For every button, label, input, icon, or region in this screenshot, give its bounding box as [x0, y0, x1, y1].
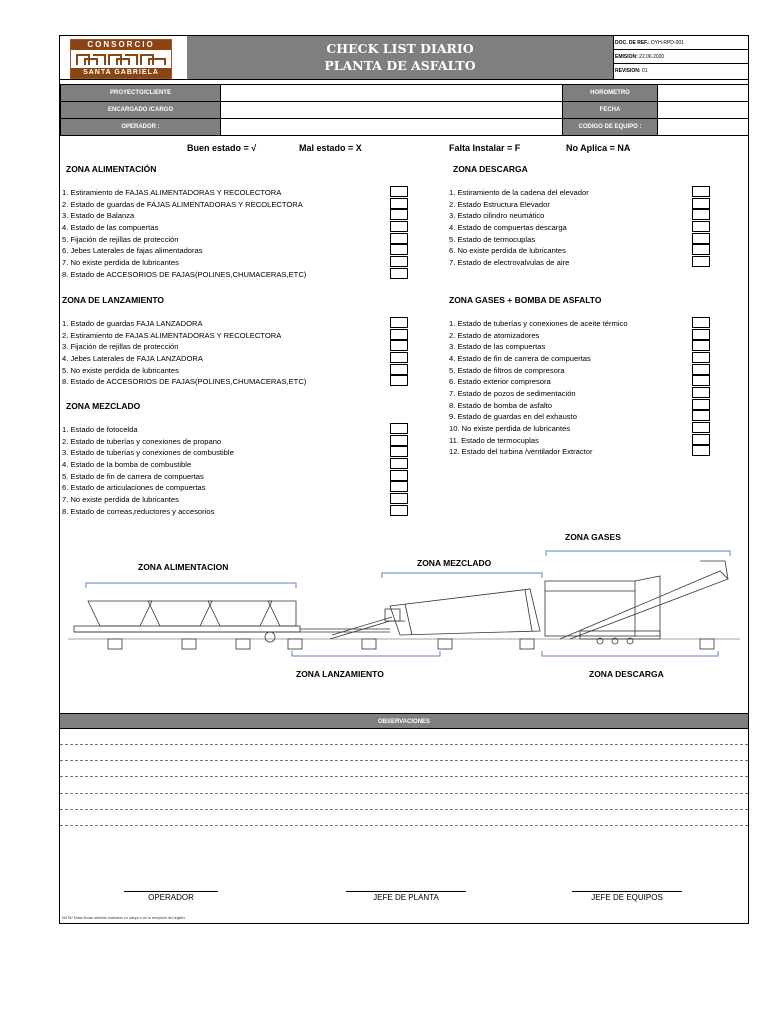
checklist-item-gases: 6. Estado exterior compresora [449, 377, 551, 387]
checklist-item-descarga: 2. Estado Estructura Elevador [449, 199, 550, 209]
check-box-mezclado[interactable] [390, 470, 408, 481]
title-line-2: PLANTA DE ASFALTO [324, 58, 476, 73]
check-box-alimentacion[interactable] [390, 198, 408, 209]
check-box-mezclado[interactable] [390, 505, 408, 516]
checklist-item-mezclado: 3. Estado de tuberías y conexiones de combustible [62, 448, 234, 458]
check-box-gases[interactable] [692, 317, 710, 328]
check-box-gases[interactable] [692, 340, 710, 351]
observation-line[interactable] [60, 825, 748, 826]
check-box-gases[interactable] [692, 364, 710, 375]
checklist-item-gases: 12. Estado del turbina /ventilador Extractor [449, 447, 593, 457]
check-box-mezclado[interactable] [390, 481, 408, 492]
check-box-descarga[interactable] [692, 221, 710, 232]
encargado-label: ENCARGADO /CARGO [60, 102, 221, 118]
footnote: NOTA* Estas firmas deberan realizarse en campo o en la recepción del registro [62, 916, 186, 920]
check-box-gases[interactable] [692, 445, 710, 456]
checklist-item-mezclado: 7. No existe perdida de lubricantes [62, 494, 179, 504]
operador-label: OPERADOR : [60, 119, 221, 135]
checklist-item-descarga: 1. Estiramiento de la cadena del elevador [449, 188, 589, 197]
zone-title-gases: ZONA GASES + BOMBA DE ASFALTO [449, 295, 602, 305]
legend-falta-instalar: Falta Instalar = F [449, 143, 521, 153]
check-box-lanzamiento[interactable] [390, 352, 408, 363]
codigo-equipo-label: CODIGO DE EQUIPO : [562, 119, 658, 135]
revision-value: 01 [641, 68, 648, 74]
check-box-gases[interactable] [692, 387, 710, 398]
check-box-alimentacion[interactable] [390, 209, 408, 220]
checklist-item-mezclado: 5. Estado de fin de carrera de compuertas [62, 471, 204, 481]
diagram-label-descarga: ZONA DESCARGA [589, 669, 664, 679]
checklist-item-mezclado: 8. Estado de correas,reductores y accesorios [62, 506, 215, 516]
emision-value: 22.06.2020 [639, 54, 665, 60]
document-reference-block [613, 36, 748, 79]
company-logo [60, 36, 188, 79]
check-box-mezclado[interactable] [390, 458, 408, 469]
fecha-label: FECHA [562, 102, 658, 118]
check-box-alimentacion[interactable] [390, 186, 408, 197]
checklist-item-gases: 5. Estado de filtros de compresora [449, 365, 565, 375]
checklist-item-descarga: 3. Estado cilindro neumático [449, 211, 545, 221]
legend-no-aplica: No Aplica = NA [566, 143, 631, 153]
check-box-gases[interactable] [692, 399, 710, 410]
check-box-alimentacion[interactable] [390, 256, 408, 267]
check-box-alimentacion[interactable] [390, 244, 408, 255]
horometro-field[interactable] [658, 85, 748, 101]
legend-buen-estado: Buen estado = √ [187, 143, 257, 153]
zone-title-lanzamiento: ZONA DE LANZAMIENTO [62, 295, 164, 305]
zone-title-mezclado: ZONA MEZCLADO [66, 401, 141, 411]
checklist-item-alimentacion: 4. Estado de las compuertas [62, 222, 159, 232]
revision-label: REVISION: [615, 68, 641, 74]
checklist-item-descarga: 6. No existe perdida de lubricantes [449, 246, 566, 256]
check-box-gases[interactable] [692, 329, 710, 340]
asphalt-plant-diagram [60, 531, 748, 691]
logo-bottom-text: SANTA GABRIELA [71, 68, 171, 78]
checklist-item-lanzamiento: 2. Estiramiento de FAJAS ALIMENTADORAS Y RECOLECTORA [62, 330, 282, 340]
checklist-item-gases: 1. Estado de tuberías y conexiones de aceite térmico [449, 319, 628, 328]
check-box-lanzamiento[interactable] [390, 329, 408, 340]
zone-title-descarga: ZONA DESCARGA [453, 164, 528, 174]
check-box-gases[interactable] [692, 375, 710, 386]
checklist-item-gases: 11. Estado de termocuplas [449, 435, 539, 445]
check-box-mezclado[interactable] [390, 423, 408, 434]
checklist-item-mezclado: 2. Estado de tuberías y conexiones de propano [62, 436, 222, 446]
observation-line[interactable] [60, 793, 748, 794]
checklist-item-gases: 2. Estado de atomizadores [449, 330, 540, 340]
document-header [60, 36, 748, 80]
emision-label: EMISION: [615, 54, 638, 60]
check-box-mezclado[interactable] [390, 446, 408, 457]
document-title [187, 36, 614, 79]
checklist-item-mezclado: 6. Estado de articulaciones de compuertas [62, 483, 206, 493]
checklist-item-alimentacion: 6. Jebes Laterales de fajas alimentadoras [62, 246, 203, 256]
check-box-gases[interactable] [692, 410, 710, 421]
signature-label-jefe-planta: JEFE DE PLANTA [373, 893, 439, 902]
check-box-alimentacion[interactable] [390, 268, 408, 279]
checklist-item-alimentacion: 2. Estado de guardas de FAJAS ALIMENTADORAS Y RECOLECTORA [62, 199, 303, 209]
info-table [60, 84, 748, 136]
check-box-lanzamiento[interactable] [390, 340, 408, 351]
checklist-item-lanzamiento: 8. Estado de ACCESORIOS DE FAJAS(POLINES,CHUMACERAS,ETC) [62, 377, 307, 387]
checklist-item-gases: 8. Estado de bomba de asfalto [449, 400, 553, 410]
check-box-alimentacion[interactable] [390, 221, 408, 232]
checklist-item-alimentacion: 8. Estado de ACCESORIOS DE FAJAS(POLINES,CHUMACERAS,ETC) [62, 269, 307, 279]
check-box-mezclado[interactable] [390, 435, 408, 446]
zone-title-alimentacion: ZONA ALIMENTACIÓN [66, 164, 157, 174]
checklist-item-descarga: 4. Estado de compuertas descarga [449, 222, 567, 232]
doc-ref-label: DOC. DE REF.: [615, 40, 650, 46]
checklist-item-mezclado: 4. Estado de la bomba de combustible [62, 459, 192, 469]
logo-top-text: CONSORCIO [71, 40, 171, 50]
proyecto-label: PROYECTO/CLIENTE [60, 85, 221, 101]
checklist-item-gases: 4. Estado de fin de carrera de compuertas [449, 353, 591, 363]
checklist-item-gases: 9. Estado de guardas en del exhausto [449, 412, 577, 422]
check-box-gases[interactable] [692, 422, 710, 433]
fecha-field[interactable] [658, 102, 748, 118]
checklist-item-descarga: 7. Estado de electrovalvulas de aire [449, 257, 570, 267]
diagram-label-gases: ZONA GASES [565, 532, 621, 542]
checklist-item-gases: 7. Estado de pozos de sedimentación [449, 388, 576, 398]
signature-label-jefe-equipos: JEFE DE EQUIPOS [591, 893, 663, 902]
checklist-item-lanzamiento: 1. Estado de guardas FAJA LANZADORA [62, 319, 203, 328]
observation-line[interactable] [60, 809, 748, 810]
diagram-label-lanzamiento: ZONA LANZAMIENTO [296, 669, 384, 679]
check-box-alimentacion[interactable] [390, 233, 408, 244]
check-box-descarga[interactable] [692, 209, 710, 220]
encargado-field[interactable] [221, 102, 563, 118]
doc-ref-value: DYH-RPD-001 [651, 40, 684, 46]
title-line-1: CHECK LIST DIARIO [326, 41, 474, 56]
observaciones-header: OBSERVACIONES [60, 713, 748, 729]
checklist-item-gases: 10. No existe perdida de lubricantes [449, 423, 571, 433]
check-box-lanzamiento[interactable] [390, 364, 408, 375]
observation-line[interactable] [60, 744, 748, 745]
check-box-descarga[interactable] [692, 244, 710, 255]
check-box-lanzamiento[interactable] [390, 375, 408, 386]
legend-mal-estado: Mal estado = X [299, 143, 362, 153]
check-box-lanzamiento[interactable] [390, 317, 408, 328]
checklist-item-alimentacion: 1. Estiramiento de FAJAS ALIMENTADORAS Y RECOLECTORA [62, 188, 282, 197]
checklist-item-lanzamiento: 5. No existe perdida de lubricantes [62, 365, 179, 375]
checklist-item-descarga: 5. Estado de termocuplas [449, 234, 536, 244]
signature-line-jefe-planta[interactable] [346, 891, 466, 892]
observation-line[interactable] [60, 760, 748, 761]
check-box-mezclado[interactable] [390, 493, 408, 504]
check-box-gases[interactable] [692, 352, 710, 363]
check-box-descarga[interactable] [692, 198, 710, 209]
signature-label-operador: OPERADOR [148, 893, 194, 902]
operador-field[interactable] [221, 119, 563, 135]
diagram-label-mezclado: ZONA MEZCLADO [417, 558, 492, 568]
check-box-descarga[interactable] [692, 233, 710, 244]
checklist-sheet [59, 35, 749, 924]
logo-emblem-icon [75, 52, 167, 66]
diagram-label-alimentacion: ZONA ALIMENTACION [138, 562, 229, 572]
horometro-label: HOROMETRO [562, 85, 658, 101]
observation-line[interactable] [60, 776, 748, 777]
signature-line-operador[interactable] [124, 891, 218, 892]
checklist-item-lanzamiento: 4. Jebes Laterales de FAJA LANZADORA [62, 353, 203, 363]
checklist-item-lanzamiento: 3. Fijación de rejillas de protección [62, 342, 179, 352]
check-box-descarga[interactable] [692, 186, 710, 197]
checklist-item-gases: 3. Estado de las compuertas [449, 342, 546, 352]
check-box-gases[interactable] [692, 434, 710, 445]
check-box-descarga[interactable] [692, 256, 710, 267]
checklist-item-mezclado: 1. Estado de fotocelda [62, 425, 138, 434]
codigo-equipo-field[interactable] [658, 119, 748, 135]
signature-line-jefe-equipos[interactable] [572, 891, 682, 892]
checklist-item-alimentacion: 7. No existe perdida de lubricantes [62, 257, 179, 267]
proyecto-field[interactable] [221, 85, 563, 101]
checklist-item-alimentacion: 3. Estado de Balanza [62, 211, 135, 221]
checklist-item-alimentacion: 5. Fijación de rejillas de protección [62, 234, 179, 244]
